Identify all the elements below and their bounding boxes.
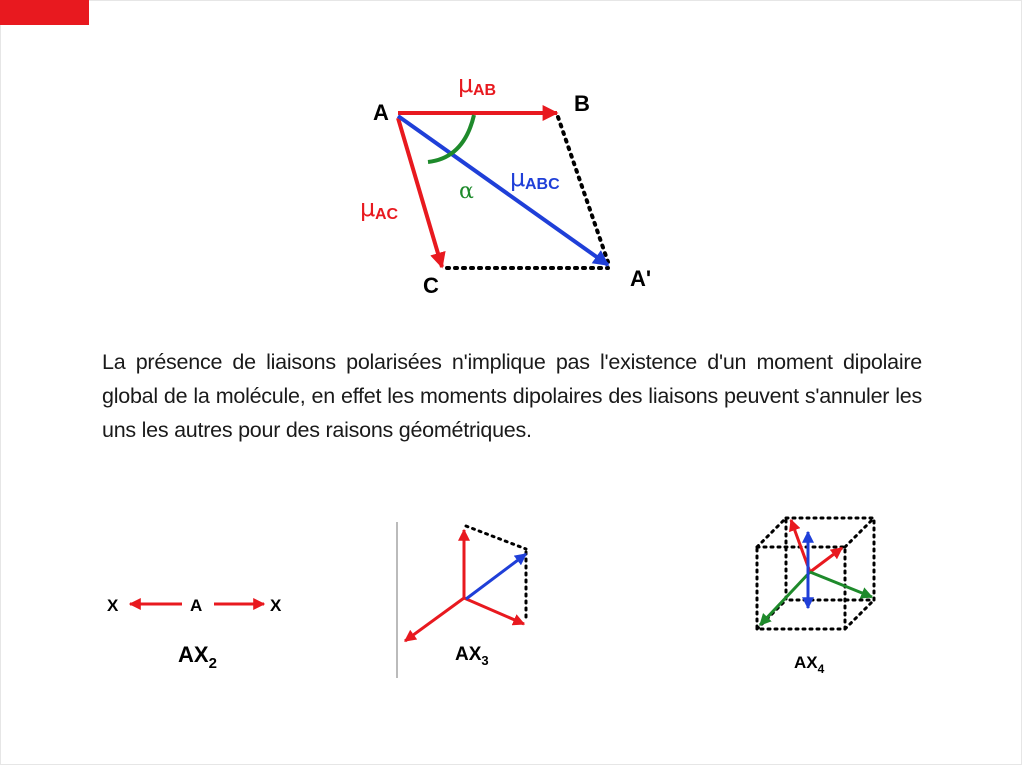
mu-ac-label <box>360 194 399 223</box>
dipole-parallelogram-diagram <box>360 70 651 298</box>
ax3-left-arrow <box>405 598 464 641</box>
mu-abc-label <box>510 164 560 193</box>
ax3-label: $AX_3$ <box>455 644 489 668</box>
mu-ac-subscript: AC <box>375 206 399 223</box>
ax3-right-arrow <box>464 598 524 624</box>
point-c-label: C <box>423 273 439 298</box>
ax2-right-x: X <box>270 596 282 615</box>
ax3-diagram <box>405 526 526 668</box>
ax2-left-x: X <box>107 596 119 615</box>
mu-symbol: μ <box>360 194 376 222</box>
angle-alpha-label: α <box>459 179 474 204</box>
point-b-label: B <box>574 91 590 116</box>
mu-ab-subscript: AB <box>473 82 497 99</box>
ax4-green-right-arrow <box>810 572 872 597</box>
mu-abc-arrow <box>398 116 608 265</box>
explanation-paragraph: La présence de liaisons polarisées n'implique pas l'existence d'un moment dipolaire global de la molécule, en effet les moments dipolaires des liaisons peuvent s'annuler les uns les autres pour des raisons géométriques. <box>102 350 922 442</box>
ax4-green-left-arrow <box>760 572 810 625</box>
mu-symbol: μ <box>510 164 526 192</box>
mu-abc-subscript: ABC <box>525 176 560 193</box>
ax3-dotted-top <box>466 526 526 549</box>
mu-symbol: μ <box>458 70 474 98</box>
ax4-label: $AX_4$ <box>794 653 825 676</box>
dotted-edge-b-aprime <box>558 117 608 262</box>
point-a-prime-label: A' <box>630 266 652 291</box>
angle-alpha-arc <box>428 115 474 162</box>
mu-ab-label <box>458 70 496 99</box>
point-a-label: A <box>373 100 389 125</box>
ax2-center-a: A <box>190 596 203 615</box>
ax4-diagram <box>757 518 874 676</box>
ax2-diagram <box>107 596 282 672</box>
ax3-resultant-arrow <box>466 554 526 599</box>
ax4-red-right-arrow <box>810 548 842 572</box>
ax2-label: $AX_2$ <box>178 642 217 672</box>
